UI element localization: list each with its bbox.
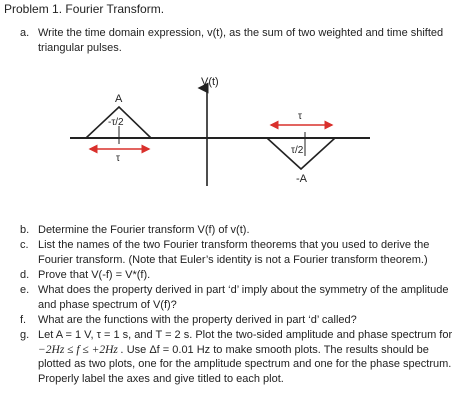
item-g-line-3: plotted as two plots, one for the amplitude spectrum and one for the phase spectrum.	[38, 358, 452, 371]
pulse-2-center-label: τ/2	[291, 145, 304, 156]
item-g-line-2-rest: Use Δf = 0.01 Hz to make smooth plots. The results should be	[123, 343, 429, 356]
item-g-label: g.	[20, 329, 30, 341]
item-g-line-1: Let A = 1 V, τ = 1 s, and T = 2 s. Plot the two-sided amplitude and phase spectrum for	[38, 329, 453, 341]
pulse-1-width-label: τ	[116, 153, 120, 164]
item-a-text	[38, 26, 468, 55]
item-a-line-1: Write the time domain expression, v(t), as the sum of two weighted and time shifted	[38, 27, 444, 39]
pulse-1-height-label: A	[115, 93, 123, 105]
item-b-line-1: Determine the Fourier transform V(f) of v(t).	[38, 224, 250, 236]
item-g-text	[38, 328, 468, 386]
item-a-label: a.	[20, 27, 30, 39]
item-e-line-1: What does the property derived in part ‘d’ imply about the symmetry of the amplitude	[38, 284, 449, 296]
item-d-label: d.	[20, 269, 30, 281]
item-c-label: c.	[20, 239, 29, 251]
item-g-line-4: Properly label the axes and give titled to each plot.	[38, 372, 284, 385]
item-e-text	[38, 283, 468, 312]
pulse-1-center-label: -τ/2	[108, 117, 124, 128]
item-e-line-2: and phase spectrum of V(f)?	[38, 298, 177, 311]
pulse-2-width-label: τ	[298, 111, 302, 122]
item-b-label: b.	[20, 224, 30, 236]
frequency-range: −2Hz ≤ f ≤ +2Hz .	[38, 343, 124, 356]
problem-title: Problem 1. Fourier Transform.	[4, 2, 165, 16]
pulse-figure	[0, 74, 474, 204]
axis-label-vt: V(t)	[201, 76, 219, 88]
item-c-text	[38, 238, 468, 267]
pulse-2-height-label: -A	[296, 173, 307, 185]
item-e-label: e.	[20, 284, 30, 296]
item-g-line-2	[38, 343, 468, 358]
item-a-line-2: triangular pulses.	[38, 41, 122, 54]
item-c-line-2: Fourier transform. (Note that Euler’s identity is not a Fourier transform theorem.)	[38, 253, 428, 266]
item-b-text	[38, 223, 468, 238]
item-f-label: f.	[20, 314, 27, 326]
item-f-text	[38, 313, 468, 328]
item-c-line-1: List the names of the two Fourier transform theorems that you used to derive the	[38, 239, 430, 251]
item-f-line-1: What are the functions with the property derived in part ‘d’ called?	[38, 314, 357, 326]
item-d-line-1: Prove that V(-f) = V*(f).	[38, 269, 151, 281]
item-d-text	[38, 268, 468, 283]
